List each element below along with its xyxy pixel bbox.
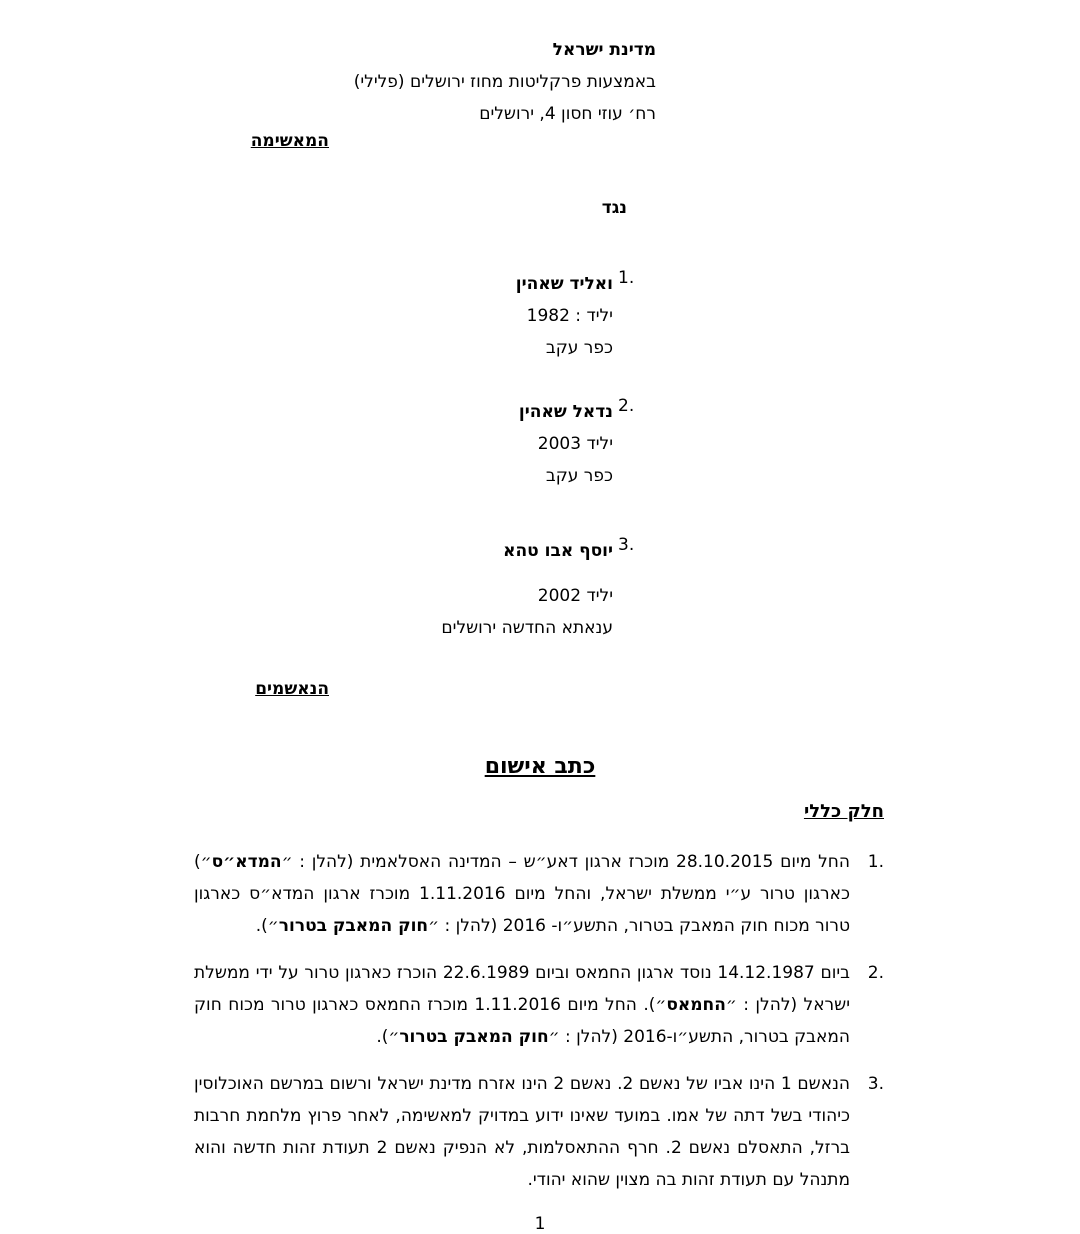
- defendant-number: 2.: [618, 396, 635, 416]
- defendant-name: יוסף אבו טהא: [503, 541, 613, 561]
- prosecutor-via: באמצעות פרקליטות מחוז ירושלים (פלילי): [353, 72, 656, 92]
- accuser-label: המאשימה: [250, 131, 329, 151]
- defendant-number: 1.: [618, 268, 635, 288]
- defendant-2: [518, 396, 635, 492]
- paragraph-number: .2: [867, 963, 884, 983]
- section-title: חלק כללי: [803, 801, 884, 822]
- defendant-name: ואליד שאהין: [515, 274, 613, 294]
- paragraph-text: ביום 14.12.1987 נוסד ארגון החמאס וביום 22.6.1989 הוכרז כארגון טרור על ידי ממשלת ישראל (להלן : ״החמאס״). החל מיום 1.11.2016 מוכרז החמאס כארגון טרור מכוח חוק המאבק בטרור, התשע״ו-2016 (להלן : ״חוק המאבק בטרור״).: [194, 963, 851, 1047]
- defendant-place: כפר עקב: [545, 338, 613, 358]
- document-title: כתב אישום: [484, 754, 596, 779]
- defendant-name: נדאל שאהין: [518, 402, 613, 422]
- prosecutor-name: מדינת ישראל: [552, 40, 656, 60]
- paragraph-text: החל מיום 28.10.2015 מוכרז ארגון דאע״ש – המדינה האסלאמית (להלן : ״המדא״ס״) כארגון טרור ע״י ממשלת ישראל, והחל מיום 1.11.2016 מוכרז ארגון המדא״ס כארגון טרור מכוח חוק המאבק בטרור, התשע״ו- 2016 (להלן : ״חוק המאבק בטרור״).: [194, 852, 851, 936]
- against-label: נגד: [601, 198, 627, 218]
- paragraph-number: .3: [867, 1074, 884, 1094]
- prosecutor-block: [354, 34, 656, 130]
- prosecutor-address: רח׳ עוזי חסון 4, ירושלים: [479, 104, 656, 124]
- page-number: 1: [534, 1214, 546, 1234]
- defendant-1: [515, 268, 635, 364]
- defendant-place: כפר עקב: [545, 466, 613, 486]
- defendant-born: יליד 2002: [537, 586, 613, 606]
- defendant-born: יליד 2003: [537, 434, 613, 454]
- paragraph-text: הנאשם 1 הינו אביו של נאשם 2. נאשם 2 הינו אזרח מדינת ישראל ורשום במרשם האוכלוסין כיהודי בשל דתה של אמו. במועד שאינו ידוע במדויק למאשימה, לאחר פרוץ מלחמת חרבות ברזל, התאסלם נאשם 2. חרף ההתאסלמות, לא הנפיק נאשם 2 תעודת זהות חדשה והוא מתנהל עם תעודת זהות בה מצוין שהוא יהודי.: [194, 1074, 850, 1190]
- defendant-number: 3.: [618, 535, 635, 555]
- paragraph-1: [194, 846, 884, 942]
- defendant-born: יליד : 1982: [526, 306, 613, 326]
- defendant-3: [441, 535, 635, 644]
- paragraph-2: [194, 957, 884, 1053]
- paragraph-3: [194, 1068, 884, 1196]
- defendants-label: הנאשמים: [255, 679, 329, 699]
- defendant-place: ענאתא החדשה ירושלים: [441, 618, 613, 638]
- paragraph-number: .1: [867, 852, 884, 872]
